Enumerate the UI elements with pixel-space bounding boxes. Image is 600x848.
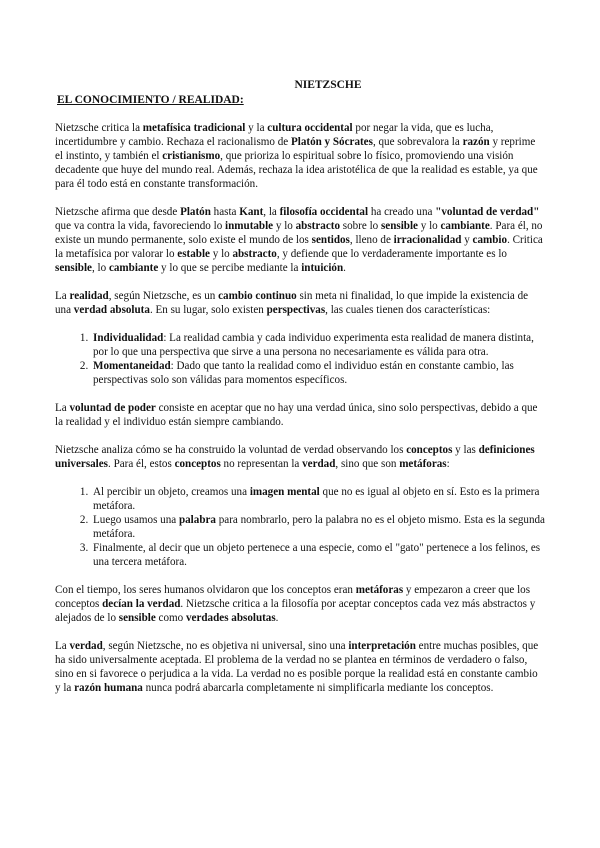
bold-term: cambio continuo [218,290,297,302]
bold-term: palabra [178,514,216,526]
bold-term: cambiante [108,262,159,274]
bold-term: cambiante [440,220,490,232]
bold-term: inmutable [225,220,274,232]
bold-term: verdad [302,458,336,470]
paragraph-olvido-metaforas: Con el tiempo, los seres humanos olvidaron que los conceptos eran metáforas y empezaron a creer que los conceptos decían la verdad. Nietzsche critica a la filosofía por aceptar conceptos cada vez más abstractos y alejados de lo sensible como verdades absolutas. [55,584,536,624]
metaphors-list [55,485,545,569]
document-body [55,78,545,695]
bold-term: Platón [180,206,211,218]
list-item: 2. Momentaneidad: Dado que tanto la realidad como el individuo están en constante cambio, las perspectivas solo son válidas para momentos específicos. [91,359,545,387]
page-title: NIETZSCHE [294,79,362,91]
bold-term: sentidos [311,234,350,246]
bold-term: Momentaneidad [93,360,171,372]
bold-term: definiciones universales [55,444,535,470]
bold-term: decían la verdad [102,598,181,610]
bold-term: filosofía occidental [279,206,369,218]
list-item: 3. Finalmente, al decir que un objeto pertenece a una especie, como el "gato" pertenece a los felinos, es una tercera metáfora. [91,541,545,569]
bold-term: sensible [380,220,418,232]
paragraph-critique: Nietzsche critica la metafísica tradicional y la cultura occidental por negar la vida, que es lucha, incertidumbre y cambio. Rechaza el racionalismo de Platón y Sócrates, que sobrevalora la razón y reprime el instinto, y también el cristianismo, que prioriza lo espiritual sobre lo físico, promoviendo una visión decadente que huye del mundo real. Además, rechaza la idea aristotélica de que la realidad es estable, ya que para él todo está en constante transformación. [55,122,538,190]
bold-term: razón [462,136,490,148]
paragraph-voluntad-de-poder: La voluntad de poder consiste en aceptar que no hay una verdad única, sino solo perspectivas, debido a que la realidad y el individuo están siempre cambiando. [55,402,538,428]
bold-term: conceptos [406,444,453,456]
bold-term: metafísica tradicional [142,122,246,134]
bold-term: verdades absolutas [185,612,276,624]
bold-term: voluntad de poder [69,402,156,414]
bold-term: Kant [239,206,264,218]
bold-term: metáforas [399,458,447,470]
characteristics-list [55,331,545,387]
bold-term: conceptos [174,458,221,470]
bold-term: abstracto [295,220,340,232]
bold-term: Individualidad [93,332,164,344]
bold-term: sensible [55,262,92,274]
bold-term: intuición [301,262,344,274]
bold-term: realidad [69,290,109,302]
bold-term: "voluntad de verdad" [435,206,540,218]
bold-term: razón humana [74,682,143,694]
bold-term: Platón y Sócrates [290,136,373,148]
bold-term: cultura occidental [267,122,353,134]
bold-term: verdad [69,640,103,652]
bold-term: verdad absoluta [73,304,150,316]
list-item: 1. Individualidad: La realidad cambia y cada individuo experimenta esta realidad de manera distinta, por lo que una perspectiva que sirve a una persona no necesariamente es válida para otra. [91,331,545,359]
bold-term: sensible [118,612,156,624]
paragraph-verdad: La verdad, según Nietzsche, no es objetiva ni universal, sino una interpretación entre muchas posibles, que ha sido universalmente aceptada. El problema de la verdad no se plantea en términos de verdadero o falso, sino en si favorece o perjudica a la vida. La verdad no es posible porque la realidad está en constante cambio y la razón humana nunca podrá abarcarla completamente ni simplificarla mediante los conceptos. [55,640,539,694]
list-item: 2. Luego usamos una palabra para nombrarlo, pero la palabra no es el objeto mismo. Esta es la segunda metáfora. [91,513,545,541]
list-item: 1. Al percibir un objeto, creamos una imagen mental que no es igual al objeto en sí. Esto es la primera metáfora. [91,485,545,513]
bold-term: irracionalidad [393,234,462,246]
section-heading: EL CONOCIMIENTO / REALIDAD: [57,94,244,106]
bold-term: interpretación [348,640,416,652]
bold-term: metáforas [355,584,404,596]
paragraph-realidad: La realidad, según Nietzsche, es un cambio continuo sin meta ni finalidad, lo que impide la existencia de una verdad absoluta. En su lugar, solo existen perspectivas, las cuales tienen dos características: [55,290,529,316]
paragraph-voluntad-de-verdad: Nietzsche afirma que desde Platón hasta Kant, la filosofía occidental ha creado una "voluntad de verdad" que va contra la vida, favoreciendo lo inmutable y lo abstracto sobre lo sensible y lo cambiante. Para él, no existe un mundo permanente, solo existe el mundo de los sentidos, lleno de irracionalidad y cambio. Critica la metafísica por valorar lo estable y lo abstracto, y defiende que lo verdaderamente importante es lo sensible, lo cambiante y lo que se percibe mediante la intuición. [55,206,543,274]
bold-term: cristianismo [162,150,221,162]
bold-term: abstracto [232,248,277,260]
bold-term: perspectivas [266,304,326,316]
bold-term: estable [177,248,210,260]
bold-term: cambio [472,234,508,246]
bold-term: imagen mental [249,486,320,498]
paragraph-conceptos: Nietzsche analiza cómo se ha construido la voluntad de verdad observando los conceptos y las definiciones universales. Para él, estos conceptos no representan la verdad, sino que son metáforas: [55,444,535,470]
